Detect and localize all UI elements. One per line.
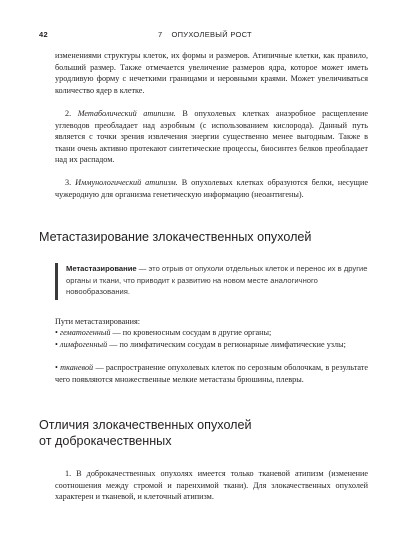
item-number: 3.: [65, 178, 72, 187]
term-metabolic-atypism: Метаболический атипизм.: [77, 109, 176, 118]
route-term: гематогенный: [59, 328, 111, 337]
list-item-route: • тканевой — распространение опухолевых клеток по серозным оболочкам, в результате чего появляются множественные мелкие метастазы брюшины, плевры.: [55, 363, 369, 384]
item-text: В доброкачественных опухолях имеется только тканевой атипизм (изменение соотношения между стромой и паренхимой ткани). Для злокачественных опухолей характерен и тканевой, и клеточный атипизм.: [55, 469, 368, 501]
list-item-route: • гематогенный — по кровеносным сосудам в другие органы;: [55, 328, 272, 337]
paragraph-metabolic-atypism: [55, 108, 368, 166]
route-term: тканевой: [60, 363, 94, 372]
route-text: — распространение опухолевых клеток по серозным оболочкам, в результате чего появляются множественные мелкие метастазы брюшины, плевры.: [55, 363, 369, 384]
route-text: — по лимфатическим сосудам в регионарные лимфатические узлы;: [109, 340, 346, 349]
definition-box: [55, 263, 368, 300]
item-text: В опухолевых клетках анаэробное расщепление углеводов преобладает над аэробным (с использованием кислорода). Данный путь является с точки зрения извлечения энергии существенно менее выгодным. Также в ткани очень активно протекают синтетические процессы, биосинтез белков преобладает над их распадом.: [55, 109, 368, 164]
chapter-heading: [158, 30, 252, 39]
item-number: 1.: [65, 469, 72, 478]
item-text: В опухолевых клетках образуются белки, несущие чужеродную для организма генетическую информацию (неоантигены).: [55, 178, 368, 199]
paragraph-immunological-atypism: [55, 177, 368, 200]
definition-text: — это отрыв от опухоли отдельных клеток и перенос их в другие органы и ткани, что приводит к развитию на новом месте аналогичного новообразования.: [66, 264, 368, 296]
chapter-title: ОПУХОЛЕВЫЙ РОСТ: [171, 30, 252, 39]
page-number: 42: [39, 30, 48, 39]
term-immunological-atypism: Иммунологический атипизм.: [75, 178, 178, 187]
paragraph-differences-1: [55, 468, 368, 503]
definition-term: Метастазирование: [66, 264, 137, 273]
chapter-number: 7: [158, 30, 163, 39]
item-number: 2.: [65, 109, 72, 118]
routes-intro: Пути метастазирования:: [55, 317, 141, 326]
section-heading-differences: [39, 417, 369, 449]
heading-line: от доброкачественных: [39, 434, 172, 448]
heading-line: Отличия злокачественных опухолей: [39, 418, 252, 432]
list-item-route: • лимфогенный — по лимфатическим сосудам в регионарные лимфатические узлы;: [55, 340, 346, 349]
section-heading-metastasis: Метастазирование злокачественных опухолей: [39, 230, 312, 244]
intro-paragraph: изменениями структуры клеток, их формы и размеров. Атипичные клетки, как правило, больший размер. Также отмечается увеличение размеров ядра, которое может иметь уродливую форму с нечеткими границами и неровными краями. Может увеличиваться количество ядер в клетке.: [55, 51, 368, 95]
route-term: лимфогенный: [59, 340, 108, 349]
route-text: — по кровеносным сосудам в другие органы;: [112, 328, 272, 337]
running-header: [39, 30, 361, 42]
